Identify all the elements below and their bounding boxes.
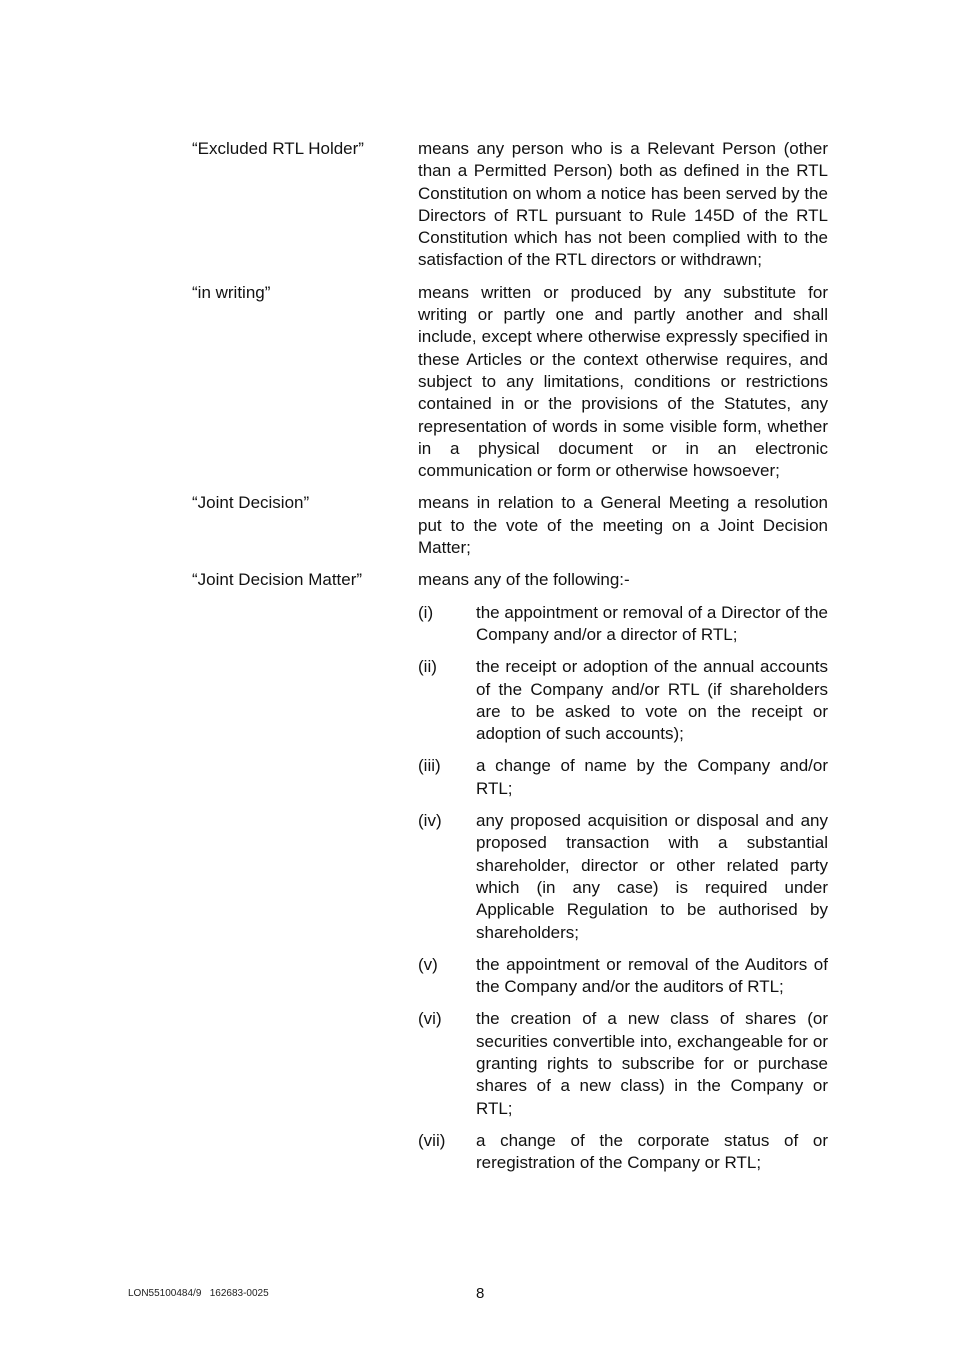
definition-joint-decision-matter xyxy=(192,569,828,1184)
definition-meaning xyxy=(418,569,828,1184)
definition-term: “in writing” xyxy=(192,282,271,302)
list-item xyxy=(418,1008,828,1119)
list-item-number: (iv) xyxy=(418,811,442,831)
joint-decision-matter-list xyxy=(418,602,828,1175)
definition-meaning-text: means in relation to a General Meeting a resolution put to the vote of the meeting on a Joint Decision Matter; xyxy=(418,493,828,558)
definition-meaning-text: means any person who is a Relevant Person (other than a Permitted Person) both as defined in the RTL Constitution on whom a notice has been served by the Directors of RTL pursuant to Rule 145D of the RTL Constitution which has not been complied with to the satisfaction of the RTL directors or withdrawn; xyxy=(418,139,828,270)
footer-document-reference: LON55100484/9 162683-0025 xyxy=(128,1288,269,1299)
definition-meaning xyxy=(418,492,828,559)
list-item xyxy=(418,602,828,647)
definition-meaning-text: means written or produced by any substitute for writing or partly one and partly another and shall include, except where otherwise expressly specified in these Articles or the context otherwise requires, and subject to any limitations, conditions or restrictions contained in or the provisions of the Statutes, any representation of words in some visible form, whether in a physical document or in an electronic communication or form or otherwise howsoever; xyxy=(418,282,828,481)
list-item-text: any proposed acquisition or disposal and any proposed transaction with a substantial shareholder, director or other related party which (in any case) is required under Applicable Regulation to be authorised by shareholders; xyxy=(476,811,828,942)
list-item-number: (v) xyxy=(418,954,438,974)
list-item xyxy=(418,954,828,999)
list-item-text: the appointment or removal of the Auditors of the Company and/or the auditors of RTL; xyxy=(476,954,828,997)
list-item-number: (iii) xyxy=(418,756,441,776)
list-item xyxy=(418,656,828,745)
list-item-number: (vii) xyxy=(418,1130,446,1150)
list-item xyxy=(418,1130,828,1175)
definition-meaning xyxy=(418,282,828,483)
list-item-text: a change of the corporate status of or reregistration of the Company or RTL; xyxy=(476,1130,828,1173)
list-item-text: the receipt or adoption of the annual accounts of the Company and/or RTL (if shareholders are to be asked to vote on the receipt or adoption of such accounts); xyxy=(476,657,828,744)
page-number: 8 xyxy=(476,1285,485,1302)
definition-term: “Joint Decision Matter” xyxy=(192,570,363,590)
list-item-text: the creation of a new class of shares (or securities convertible into, exchangeable for or granting rights to subscribe for or purchase shares of a new class) in the Company or RTL; xyxy=(476,1009,828,1118)
definition-joint-decision xyxy=(192,492,828,559)
definition-in-writing xyxy=(192,282,828,483)
definition-term: “Excluded RTL Holder” xyxy=(192,139,364,158)
list-item-number: (ii) xyxy=(418,657,437,677)
definitions-list xyxy=(192,138,828,1194)
definition-meaning-text: means any of the following:- xyxy=(418,570,630,590)
definition-meaning xyxy=(418,138,828,272)
list-item-number: (i) xyxy=(418,602,434,622)
definition-excluded-rtl-holder xyxy=(192,138,828,272)
list-item xyxy=(418,755,828,800)
list-item-text: the appointment or removal of a Director of the Company and/or a director of RTL; xyxy=(476,602,828,644)
list-item-number: (vi) xyxy=(418,1009,442,1029)
list-item xyxy=(418,810,828,944)
definition-term: “Joint Decision” xyxy=(192,493,310,513)
list-item-text: a change of name by the Company and/or RTL; xyxy=(476,756,828,798)
